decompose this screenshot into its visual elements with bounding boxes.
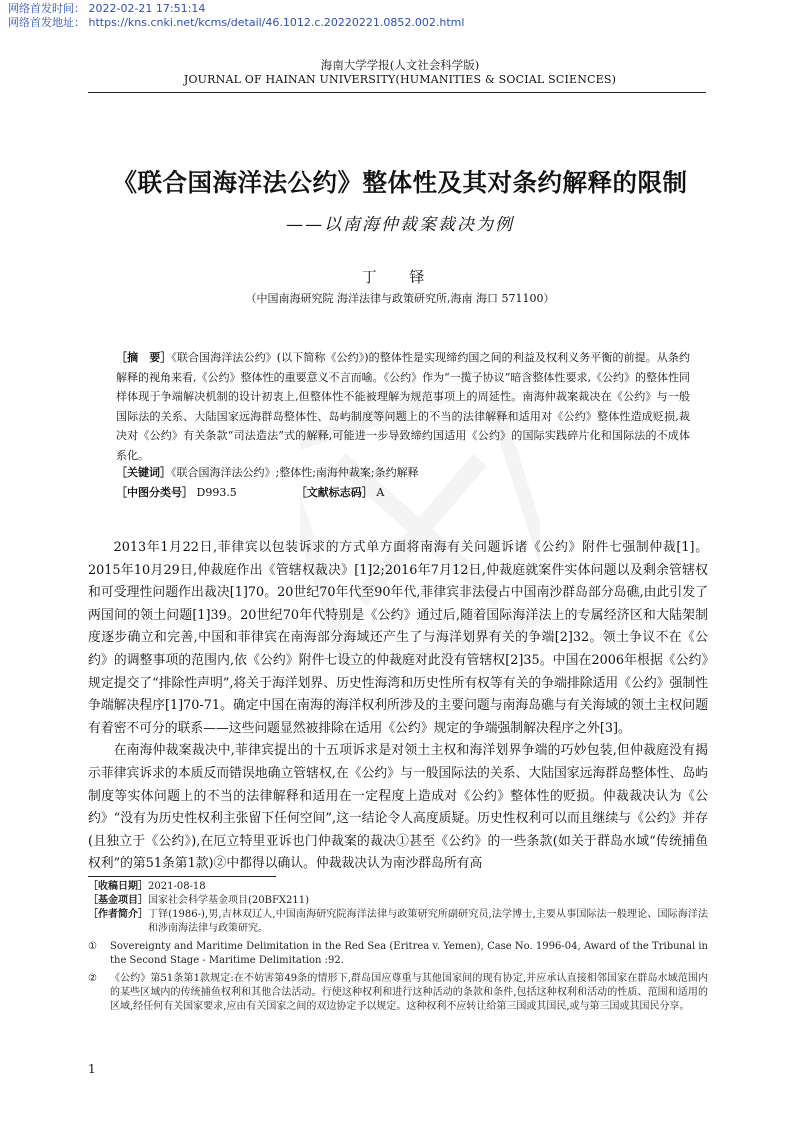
first-publication-time: 网络首发时间： 2022-02-21 17:51:14 bbox=[8, 2, 206, 15]
body-text bbox=[88, 537, 708, 876]
footnote-1-text: Sovereignty and Maritime Delimitation in the Red Sea (Eritrea v. Yemen), Case No. 1996-04, Award of the Tribunal in the Second Stage - Maritime Delimitation :92. bbox=[110, 941, 708, 966]
received-label: ［收稿日期］ bbox=[88, 881, 148, 892]
footnote-2-text: 《公约》第51条第1款规定:在不妨害第49条的情形下,群岛国应尊重与其他国家间的现有协定,并应承认直接相邻国家在群岛水域范围内的某些区域内的传统捕鱼权利和其他合法活动。行使这种权利和进行这种活动的条款和条件,包括这种权利和活动的性质、范围和适用的区域,经任何有关国家要求,应由有关国家之间的双边协定予以规定。这种权利不应转让给第三国或其国民,或与第三国或其国民分享。 bbox=[110, 973, 708, 1012]
journal-name-cn: 海南大学学报(人文社会科学版) bbox=[320, 58, 480, 72]
doc-code-value: A bbox=[376, 486, 385, 499]
keywords-label: ［关键词］ bbox=[116, 466, 171, 479]
page-number: 1 bbox=[88, 1062, 96, 1076]
body-paragraph: 在南海仲裁案裁决中,菲律宾提出的十五项诉求是对领土主权和海洋划界争端的巧妙包装,但仲裁庭没有揭示菲律宾诉求的本质反而错误地确立管辖权,在《公约》与一般国际法的关系、大陆国家远海群岛整体性、岛屿制度等实体问题上的不当的法律解释和适用在一定程度上造成对《公约》整体性的贬损。仲裁裁决认为《公约》“没有为历史性权利主张留下任何空间”,这一结论令人高度质疑。历史性权利可以而且继续与《公约》并存(且独立于《公约》),在厄立特里亚诉也门仲裁案的裁决①甚至《公约》的一些条款(如关于群岛水域“传统捕鱼权利”的第51条第1款)②中都得以确认。仲裁裁决认为南沙群岛所有高 bbox=[88, 743, 708, 872]
abstract bbox=[116, 348, 690, 465]
footnote-2 bbox=[88, 972, 708, 1014]
author-bio bbox=[88, 908, 708, 936]
article-subtitle: ——以南海仲裁案裁决为例 bbox=[286, 215, 514, 235]
footnote-2-mark: ② bbox=[88, 973, 97, 984]
journal-name-en: JOURNAL OF HAINAN UNIVERSITY(HUMANITIES & SOCIAL SCIENCES) bbox=[183, 73, 617, 86]
fund-project bbox=[88, 894, 708, 908]
classification-line bbox=[116, 483, 690, 502]
fund-label: ［基金项目］ bbox=[88, 895, 148, 906]
abstract-label: ［摘 要］ bbox=[116, 351, 172, 364]
author-affiliation: （中国南海研究院 海洋法律与政策研究所,海南 海口 571100） bbox=[245, 292, 555, 305]
clc-label: ［中图分类号］ bbox=[116, 486, 193, 499]
first-publication-url[interactable] bbox=[8, 16, 464, 30]
received-date bbox=[88, 880, 708, 894]
fund-value: 国家社会科学基金项目(20BFX211) bbox=[148, 895, 310, 906]
author-name: 丁 铎 bbox=[361, 268, 439, 286]
doc-code-label: ［文献标志码］ bbox=[295, 486, 373, 499]
footnote-1-mark: ① bbox=[88, 941, 97, 952]
header-divider bbox=[88, 92, 706, 93]
abstract-text: 《联合国海洋法公约》(以下简称《公约》)的整体性是实现缔约国之间的利益及权利义务平衡的前提。从条约解释的视角来看,《公约》整体性的重要意义不言而喻。《公约》作为“一揽子协议”暗含整体性要求,《公约》的整体性同样体现于争端解决机制的设计初衷上,但整体性不能被理解为规范事项上的周延性。南海仲裁案裁决在《公约》与一般国际法的关系、大陆国家远海群岛整体性、岛屿制度等问题上的不当的法律解释和适用对《公约》整体性造成贬损,裁决对《公约》有关条款“司法造法”式的解释,可能进一步导致缔约国适用《公约》的国际实践碎片化和国际法的不成体系化。 bbox=[116, 351, 690, 462]
first-publication-link[interactable]: 网络首发地址： https://kns.cnki.net/kcms/detail/46.1012.c.20220221.0852.002.html bbox=[8, 16, 465, 29]
received-value: 2021-08-18 bbox=[148, 881, 206, 892]
footnote-1 bbox=[88, 940, 708, 968]
keywords bbox=[116, 463, 690, 482]
clc-value: D993.5 bbox=[196, 486, 237, 499]
author-bio-label: ［作者简介］ bbox=[88, 909, 148, 920]
keywords-text: 《联合国海洋法公约》;整体性;南海仲裁案;条约解释 bbox=[171, 466, 419, 479]
article-title: 《联合国海洋法公约》整体性及其对条约解释的限制 bbox=[112, 168, 688, 197]
author-bio-value: 丁铎(1986-),男,吉林双辽人,中国南海研究院海洋法律与政策研究所副研究员,法学博士,主要从事国际法一般理论、国际海洋法和涉南海法律与政策研究。 bbox=[148, 909, 708, 934]
footnote-divider bbox=[88, 876, 276, 877]
footnotes bbox=[88, 880, 708, 1014]
body-paragraph: 2013年1月22日,菲律宾以包装诉求的方式单方面将南海有关问题诉诸《公约》附件七强制仲裁[1]。2015年10月29日,仲裁庭作出《管辖权裁决》[1]2;2016年7月12日,仲裁庭就案件实体问题以及剩余管辖权和可受理性问题作出裁决[1]70。20世纪70年代至90年代,菲律宾非法侵占中国南沙群岛部分岛礁,由此引发了两国间的领土问题[1]39。20世纪70年代特别是《公约》通过后,随着国际海洋法上的专属经济区和大陆架制度逐步确立和完善,中国和菲律宾在南海部分海域还产生了与海洋划界有关的争端[2]32。领土争议不在《公约》的调整事项的范围内,依《公约》附件七设立的仲裁庭对此没有管辖权[2]35。中国在2006年根据《公约》规定提交了“排除性声明”,将关于海洋划界、历史性海湾和历史性所有权等有关的争端排除适用《公约》强制性争端解决程序[1]70-71。确定中国在南海的海洋权利所涉及的主要问题与南海岛礁与有关海域的领土主权问题有着密不可分的联系——这些问题显然被排除在适用《公约》规定的争端强制解决程序之外[3]。 bbox=[88, 540, 708, 736]
